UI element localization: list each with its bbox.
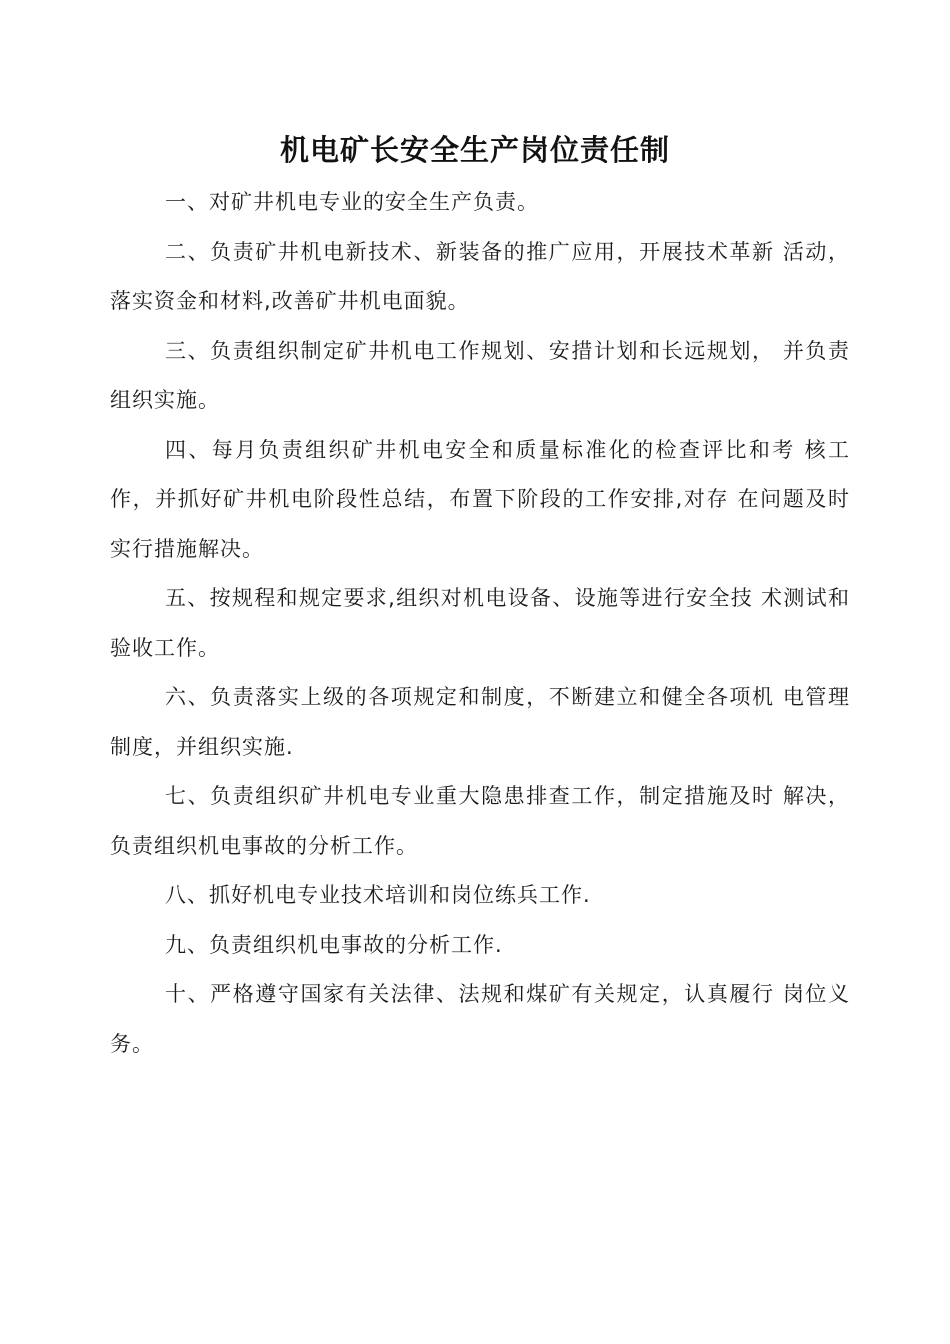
document-body — [110, 178, 850, 1069]
paragraph-3: 三、负责组织制定矿井机电工作规划、安措计划和长远规划， 并负责组织实施。 — [110, 338, 850, 412]
paragraph-8: 八、抓好机电专业技术培训和岗位练兵工作. — [165, 883, 591, 907]
document-title: 机电矿长安全生产岗位责任制 — [279, 133, 670, 167]
paragraph-10: 十、严格遵守国家有关法律、法规和煤矿有关规定，认真履行 岗位义务。 — [110, 982, 850, 1056]
paragraph-5: 五、按规程和规定要求,组织对机电设备、设施等进行安全技 术测试和验收工作。 — [110, 586, 850, 660]
paragraph-7: 七、负责组织矿井机电专业重大隐患排查工作，制定措施及时 解决，负责组织机电事故的分析工作。 — [110, 784, 850, 858]
paragraph-9: 九、负责组织机电事故的分析工作. — [165, 932, 503, 957]
paragraph-4: 四、每月负责组织矿井机电安全和质量标准化的检查评比和考 核工作，并抓好矿井机电阶段性总结，布置下阶段的工作安排,对存 在问题及时实行措施解决。 — [110, 437, 850, 561]
paragraph-6: 六、负责落实上级的各项规定和制度，不断建立和健全各项机 电管理制度，并组织实施. — [110, 685, 850, 759]
paragraph-1: 一、对矿井机电专业的安全生产负责。 — [165, 190, 539, 214]
paragraph-2: 二、负责矿井机电新技术、新装备的推广应用，开展技术革新 活动，落实资金和材料,改善矿井机电面貌。 — [110, 239, 850, 313]
